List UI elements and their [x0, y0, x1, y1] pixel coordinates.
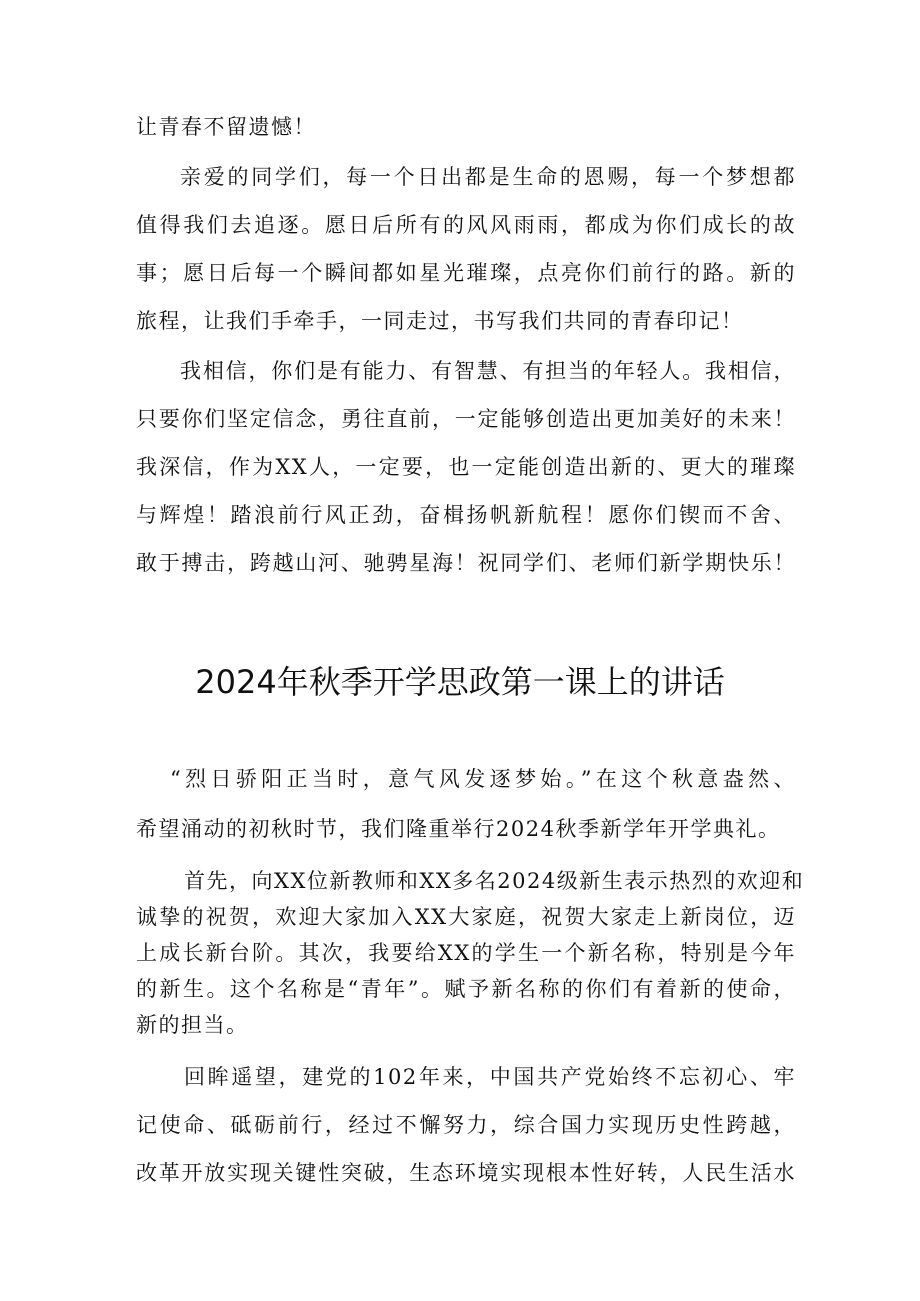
paragraph-line: “烈日骄阳正当时，意气风发逐梦始。”在这个秋意盎然、 — [170, 767, 796, 791]
paragraph-line: 上成长新台阶。其次，我要给XX的学生一个新名称，特别是今年 — [136, 941, 796, 965]
paragraph-line: 值得我们去追逐。愿日后所有的风风雨雨，都成为你们成长的故 — [136, 213, 796, 237]
paragraph-line: 记使命、砥砺前行，经过不懈努力，综合国力实现历史性跨越， — [136, 1113, 796, 1137]
paragraph-line: 首先，向XX位新教师和XX多名2024级新生表示热烈的欢迎和 — [184, 869, 805, 893]
page-title: 2024年秋季开学思政第一课上的讲话 — [195, 663, 725, 701]
paragraph-line: 亲爱的同学们，每一个日出都是生命的恩赐，每一个梦想都 — [180, 165, 796, 189]
paragraph-line: 我相信，你们是有能力、有智慧、有担当的年轻人。我相信， — [180, 359, 796, 383]
paragraph-line: 改革开放实现关键性突破，生态环境实现根本性好转，人民生活水 — [136, 1161, 796, 1185]
paragraph-line: 事；愿日后每一个瞬间都如星光璀璨，点亮你们前行的路。新的 — [136, 261, 796, 285]
paragraph-line: 我深信，作为XX人，一定要，也一定能创造出新的、更大的璀璨 — [136, 455, 796, 479]
paragraph-line: 的新生。这个名称是“青年”。赋予新名称的你们有着新的使命， — [136, 977, 796, 1001]
paragraph-line: 诚挚的祝贺，欢迎大家加入XX大家庭，祝贺大家走上新岗位，迈 — [136, 905, 796, 929]
paragraph-line: 旅程，让我们手牵手，一同走过，书写我们共同的青春印记！ — [136, 309, 744, 333]
paragraph-line: 只要你们坚定信念，勇往直前，一定能够创造出更加美好的未来！ — [136, 407, 796, 431]
paragraph-line: 新的担当。 — [136, 1013, 249, 1037]
paragraph-line: 希望涌动的初秋时节，我们隆重举行2024秋季新学年开学典礼。 — [136, 817, 781, 841]
paragraph-line: 敢于搏击，跨越山河、驰骋星海！祝同学们、老师们新学期快乐！ — [136, 551, 796, 575]
paragraph-line: 与辉煌！踏浪前行风正劲，奋楫扬帆新航程！愿你们锲而不舍、 — [136, 503, 796, 527]
paragraph-line: 让青春不留遗憾！ — [136, 115, 316, 139]
paragraph-line: 回眸遥望，建党的102年来，中国共产党始终不忘初心、牢 — [184, 1065, 796, 1089]
